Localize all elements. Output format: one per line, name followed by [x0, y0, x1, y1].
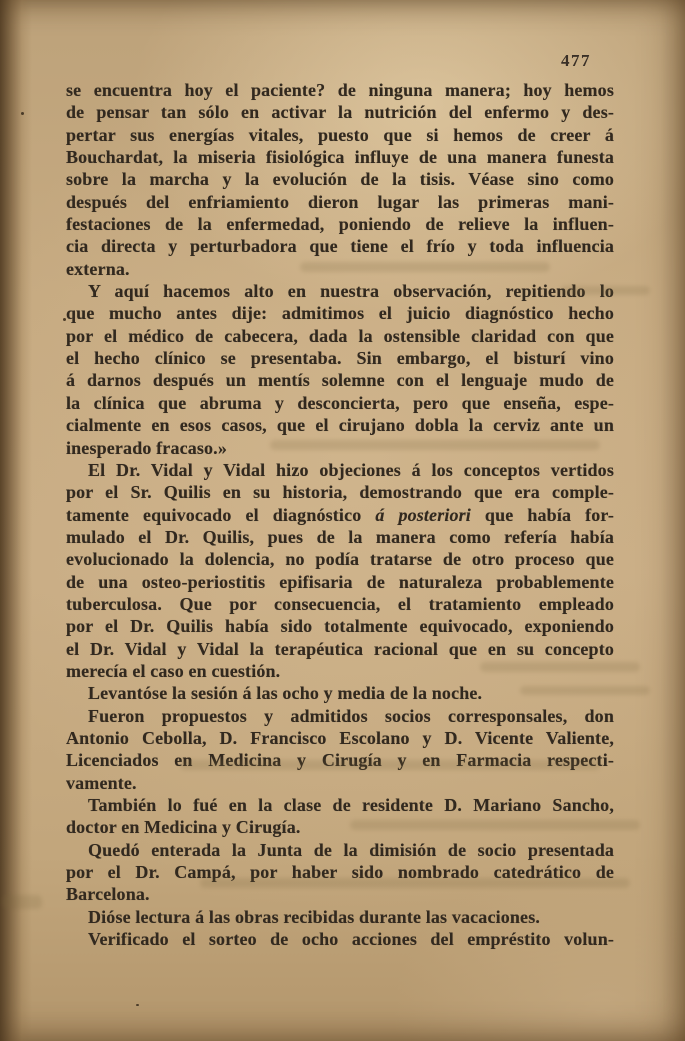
text-line: cialmente en esos casos, que el cirujano dobla la cerviz ante un	[66, 415, 614, 436]
text-line: Quedó enterada la Junta de la dimisión de socio presentada	[88, 839, 614, 860]
text-line: Bouchardat, la miseria fisiológica influye de una manera funesta	[66, 147, 614, 168]
ink-speck	[63, 318, 66, 321]
text-line: tamente equivocado el diagnóstico á posteriori que había for-	[66, 504, 614, 525]
text-line: el hecho clínico se presentaba. Sin embargo, el bisturí vino	[66, 348, 614, 369]
text-line: Licenciados en Medicina y Cirugía y en Farmacia respecti-	[66, 750, 614, 771]
text-line: El Dr. Vidal y Vidal hizo objeciones á los conceptos vertidos	[88, 459, 614, 480]
page-gutter-shadow	[0, 0, 32, 1041]
ink-speck	[136, 1004, 139, 1006]
text-line: Fueron propuestos y admitidos socios corresponsales, don	[88, 705, 614, 726]
text-line: que mucho antes dije: admitimos el juicio diagnóstico hecho	[66, 303, 614, 324]
text-line: pertar sus energías vitales, puesto que si hemos de creer á	[66, 124, 614, 145]
text-line: También lo fué en la clase de residente D. Mariano Sancho,	[88, 795, 614, 815]
text-line: Barcelona.	[66, 884, 150, 905]
show-through-smudge	[480, 662, 640, 672]
show-through-smudge	[520, 686, 650, 695]
show-through-smudge	[270, 440, 600, 450]
text-line: Dióse lectura á las obras recibidas durante las vacaciones.	[88, 906, 540, 927]
text-line: se encuentra hoy el paciente? de ninguna manera; hoy hemos	[66, 80, 614, 100]
text-line: mulado el Dr. Quilis, pues de la manera como refería había	[66, 526, 614, 547]
text-line: inesperado fracaso.»	[66, 437, 227, 458]
text-line: de pensar tan sólo en activar la nutrición del enfermo y des-	[66, 102, 614, 123]
text-line: doctor en Medicina y Cirugía.	[66, 817, 301, 838]
text-line: por el Dr. Campá, por haber sido nombrado catedrático de	[66, 862, 614, 883]
text-line: la clínica que abruma y desconcierta, pero que enseña, espe-	[66, 392, 614, 413]
text-line: Verificado el sorteo de ocho acciones del empréstito volun-	[88, 929, 614, 950]
text-line: á darnos después un mentís solemne con el lenguaje mudo de	[66, 370, 614, 391]
show-through-smudge	[2, 895, 42, 909]
text-line: por el médico de cabecera, dada la ostensible claridad con que	[66, 325, 614, 346]
text-line: Levantóse la sesión á las ocho y media de la noche.	[88, 683, 483, 704]
show-through-smudge	[350, 820, 640, 830]
text-line: por el Sr. Quilis en su historia, demostrando que era comple-	[66, 482, 614, 503]
ink-speck	[21, 112, 24, 115]
show-through-smudge	[560, 286, 650, 295]
text-line: sobre la marcha y la evolución de la tisis. Véase sino como	[66, 169, 614, 190]
text-line: cia directa y perturbadora que tiene el frío y toda influencia	[66, 236, 614, 257]
text-line: externa.	[66, 258, 130, 279]
text-line: vamente.	[66, 772, 137, 793]
text-line: por el Dr. Quilis había sido totalmente equivocado, exponiendo	[66, 616, 614, 637]
text-line: merecía el caso en cuestión.	[66, 660, 281, 681]
text-line: después del enfriamiento dieron lugar las primeras mani-	[66, 191, 614, 212]
text-line: festaciones de la enfermedad, poniendo de relieve la influen-	[66, 214, 614, 235]
show-through-smudge	[200, 878, 630, 888]
text-line: Y aquí hacemos alto en nuestra observación, repitiendo lo	[88, 281, 614, 302]
show-through-smudge	[300, 262, 550, 272]
show-through-smudge	[180, 760, 600, 770]
text-line: evolucionado la dolencia, no podía tratarse de otro proceso que	[66, 549, 614, 570]
text-line: el Dr. Vidal y Vidal la terapéutica racional que en su concepto	[66, 638, 614, 659]
text-line: tuberculosa. Que por consecuencia, el tratamiento empleado	[66, 593, 614, 614]
page-number: 477	[561, 51, 591, 70]
text-line: de una osteo-periostitis epifisaria de naturaleza probablemente	[66, 571, 614, 592]
text-line: Antonio Cebolla, D. Francisco Escolano y D. Vicente Valiente,	[66, 727, 614, 748]
